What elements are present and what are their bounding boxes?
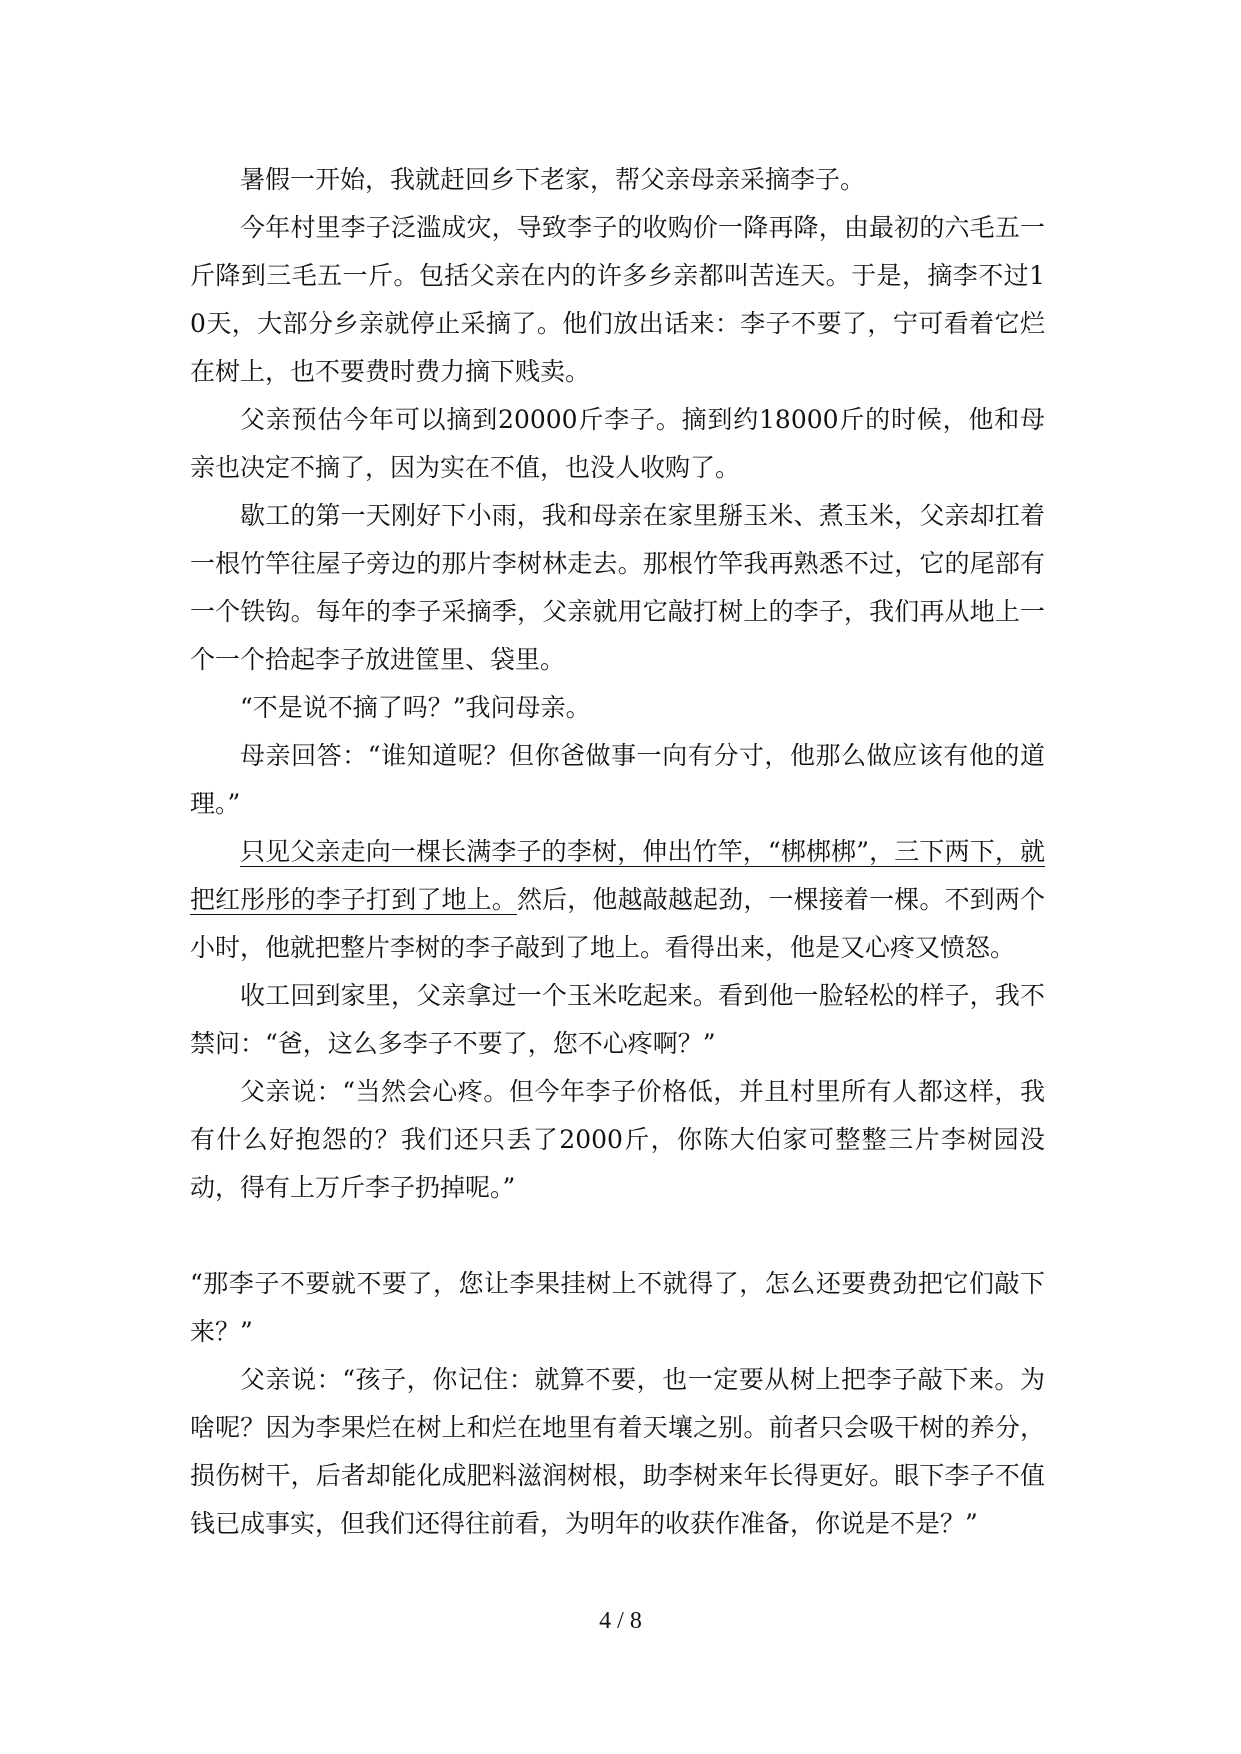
paragraph-10: “那李子不要就不要了，您让李果挂树上不就得了，怎么还要费劲把它们敲下来？” — [190, 1269, 1045, 1346]
paragraph-11: 父亲说：“孩子，你记住：就算不要，也一定要从树上把李子敲下来。为啥呢？因为李果烂在树上和烂在地里有着天壤之别。前者只会吸干树的养分，损伤树干，后者却能化成肥料滋润树根，助李树来年长得更好。眼下李子不值钱已成事实，但我们还得往前看，为明年的收获作准备，你说是不是？” — [190, 1365, 1045, 1538]
paragraph-9: 父亲说：“当然会心疼。但今年李子价格低，并且村里所有人都这样，我有什么好抱怨的？我们还只丢了2000斤，你陈大伯家可整整三片李树园没动，得有上万斤李子扔掉呢。” — [190, 1077, 1045, 1202]
paragraph-6: 母亲回答：“谁知道呢？但你爸做事一向有分寸，他那么做应该有他的道理。” — [190, 741, 1045, 818]
underlined-sentence: 只见父亲走向一棵长满李子的李树，伸出竹竿，“梆梆梆”，三下两下，就把红彤彤的李子打到了地上。 — [190, 837, 1045, 914]
paragraph-1: 暑假一开始，我就赶回乡下老家，帮父亲母亲采摘李子。 — [240, 165, 866, 194]
article-body — [190, 156, 1045, 1548]
page-number: 4 / 8 — [599, 1608, 642, 1634]
paragraph-4: 歇工的第一天刚好下小雨，我和母亲在家里掰玉米、煮玉米，父亲却扛着一根竹竿往屋子旁边的那片李树林走去。那根竹竿我再熟悉不过，它的尾部有一个铁钩。每年的李子采摘季，父亲就用它敲打树上的李子，我们再从地上一个一个拾起李子放进筐里、袋里。 — [190, 501, 1045, 674]
paragraph-3: 父亲预估今年可以摘到20000斤李子。摘到约18000斤的时候，他和母亲也决定不摘了，因为实在不值，也没人收购了。 — [190, 405, 1045, 482]
paragraph-2: 今年村里李子泛滥成灾，导致李子的收购价一降再降，由最初的六毛五一斤降到三毛五一斤。包括父亲在内的许多乡亲都叫苦连天。于是，摘李不过10天，大部分乡亲就停止采摘了。他们放出话来：李子不要了，宁可看着它烂在树上，也不要费时费力摘下贱卖。 — [190, 213, 1045, 386]
paragraph-7-rest: 然后，他越敲越起劲，一棵接着一棵。不到两个小时，他就把整片李树的李子敲到了地上。看得出来，他是又心疼又愤怒。 — [190, 885, 1045, 962]
paragraph-5: “不是说不摘了吗？”我问母亲。 — [240, 693, 591, 722]
paragraph-7 — [190, 828, 1045, 972]
paragraph-8: 收工回到家里，父亲拿过一个玉米吃起来。看到他一脸轻松的样子，我不禁问：“爸，这么多李子不要了，您不心疼啊？” — [190, 981, 1045, 1058]
